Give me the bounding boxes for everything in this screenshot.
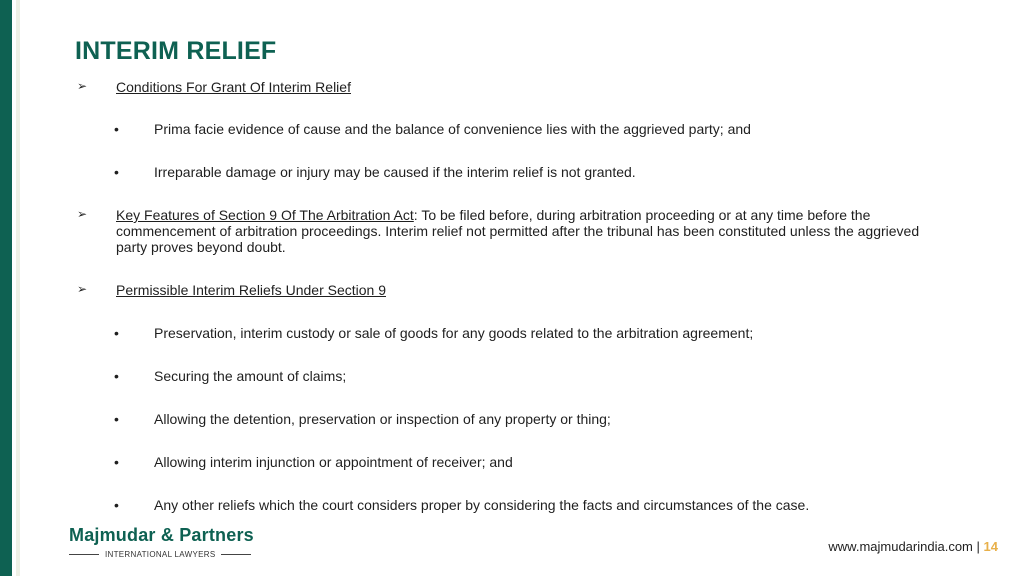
footer — [828, 539, 998, 554]
section-body-key-features: : To be filed before, during arbitration proceeding or at any time before the commencement of arbitration proceedings. Interim relief not permitted after the tribunal has been constituted unless the aggrieved party proves beyond doubt. — [116, 207, 920, 255]
left-accent-stripe — [16, 0, 20, 576]
list-item: Allowing the detention, preservation or inspection of any property or thing; — [154, 411, 611, 427]
logo-tagline-row — [69, 550, 254, 559]
list-item: Any other reliefs which the court considers proper by considering the facts and circumstances of the case. — [154, 497, 810, 513]
section-key-features — [116, 207, 946, 255]
dot-bullet-icon: • — [114, 368, 119, 384]
arrow-bullet-icon: ➢ — [77, 282, 88, 296]
dot-bullet-icon: • — [114, 325, 119, 341]
dot-bullet-icon: • — [114, 454, 119, 470]
arrow-bullet-icon: ➢ — [77, 79, 88, 93]
list-item: Preservation, interim custody or sale of goods for any goods related to the arbitration agreement; — [154, 325, 754, 341]
logo-tagline: INTERNATIONAL LAWYERS — [105, 550, 216, 559]
section-heading-permissible: Permissible Interim Reliefs Under Section 9 — [116, 282, 386, 298]
list-item: Allowing interim injunction or appointment of receiver; and — [154, 454, 513, 470]
footer-separator: | — [976, 539, 980, 554]
dot-bullet-icon: • — [114, 411, 119, 427]
dot-bullet-icon: • — [114, 164, 119, 180]
divider — [69, 554, 99, 555]
logo-name: Majmudar & Partners — [69, 525, 254, 545]
section-heading-conditions: Conditions For Grant Of Interim Relief — [116, 79, 351, 95]
list-item: Prima facie evidence of cause and the balance of convenience lies with the aggrieved party; and — [154, 121, 751, 137]
section-heading-key-features: Key Features of Section 9 Of The Arbitration Act — [116, 207, 414, 223]
divider — [221, 554, 251, 555]
list-item: Irreparable damage or injury may be caused if the interim relief is not granted. — [154, 164, 636, 180]
left-accent-bar — [0, 0, 12, 576]
dot-bullet-icon: • — [114, 121, 119, 137]
company-logo — [69, 525, 254, 559]
list-item: Securing the amount of claims; — [154, 368, 347, 384]
dot-bullet-icon: • — [114, 497, 119, 513]
website-link[interactable]: www.majmudarindia.com — [828, 539, 973, 554]
page-title: INTERIM RELIEF — [75, 37, 277, 65]
arrow-bullet-icon: ➢ — [77, 207, 88, 221]
page-number: 14 — [983, 539, 998, 554]
